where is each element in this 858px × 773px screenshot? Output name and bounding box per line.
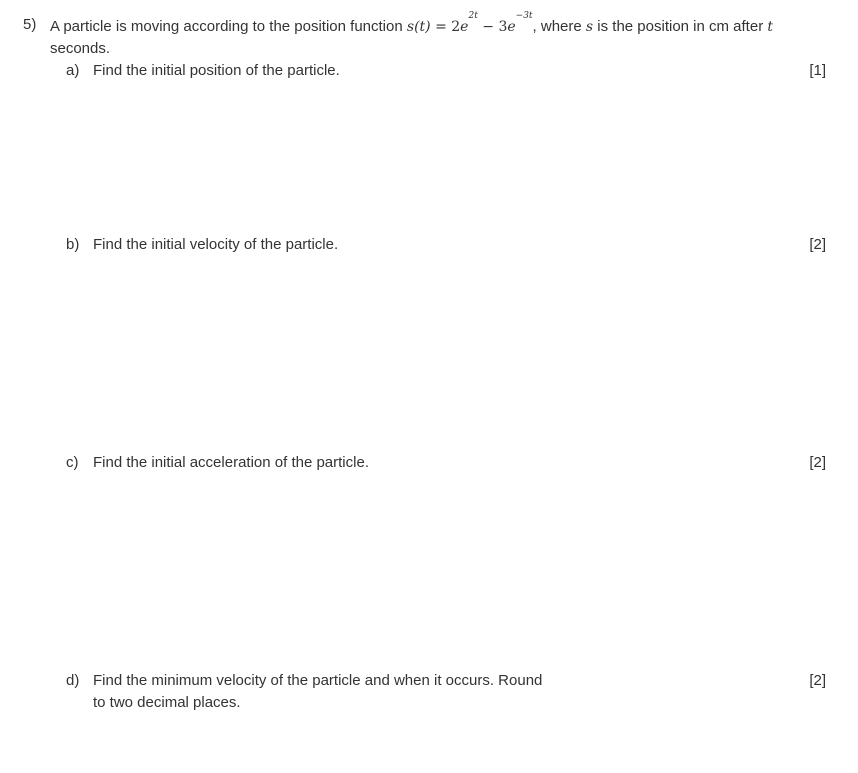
stem-text-lead: A particle is moving according to the position function (50, 18, 407, 35)
position-function (406, 11, 537, 35)
part-b-text: Find the initial velocity of the particle. (93, 236, 339, 253)
math-s: s (406, 19, 415, 35)
math-e2: e (507, 19, 516, 35)
math-t-paren: (t) (414, 19, 431, 35)
stem-var-t: t (767, 19, 773, 35)
part-a-text: Find the initial position of the particle. (93, 62, 340, 79)
stem-var-s: s (585, 19, 594, 35)
part-a-marks: [1] (809, 62, 826, 79)
math-equals: = 2 (430, 19, 461, 35)
math-exp2: −3t (515, 11, 533, 21)
part-b-label: b) (66, 236, 80, 253)
part-c-label: c) (66, 454, 79, 471)
question-number: 5) (23, 16, 37, 33)
stem-text-position: is the position in cm after (593, 18, 768, 35)
part-c-text: Find the initial acceleration of the particle. (93, 454, 369, 471)
part-c-marks: [2] (809, 454, 826, 471)
math-exp1: 2t (468, 11, 478, 21)
part-d-text: Find the minimum velocity of the particle and when it occurs. Round to two decimal places. (93, 672, 543, 711)
part-b-marks: [2] (809, 236, 826, 253)
question-stem (50, 11, 830, 60)
math-e1: e (460, 19, 469, 35)
stem-text-where: where (536, 18, 586, 35)
part-d-label: d) (66, 672, 80, 689)
math-minus: − 3 (477, 19, 508, 35)
stem-text-seconds: seconds. (50, 40, 111, 57)
part-a-label: a) (66, 62, 80, 79)
math-comma: , (532, 18, 537, 35)
part-d-marks: [2] (809, 672, 826, 689)
